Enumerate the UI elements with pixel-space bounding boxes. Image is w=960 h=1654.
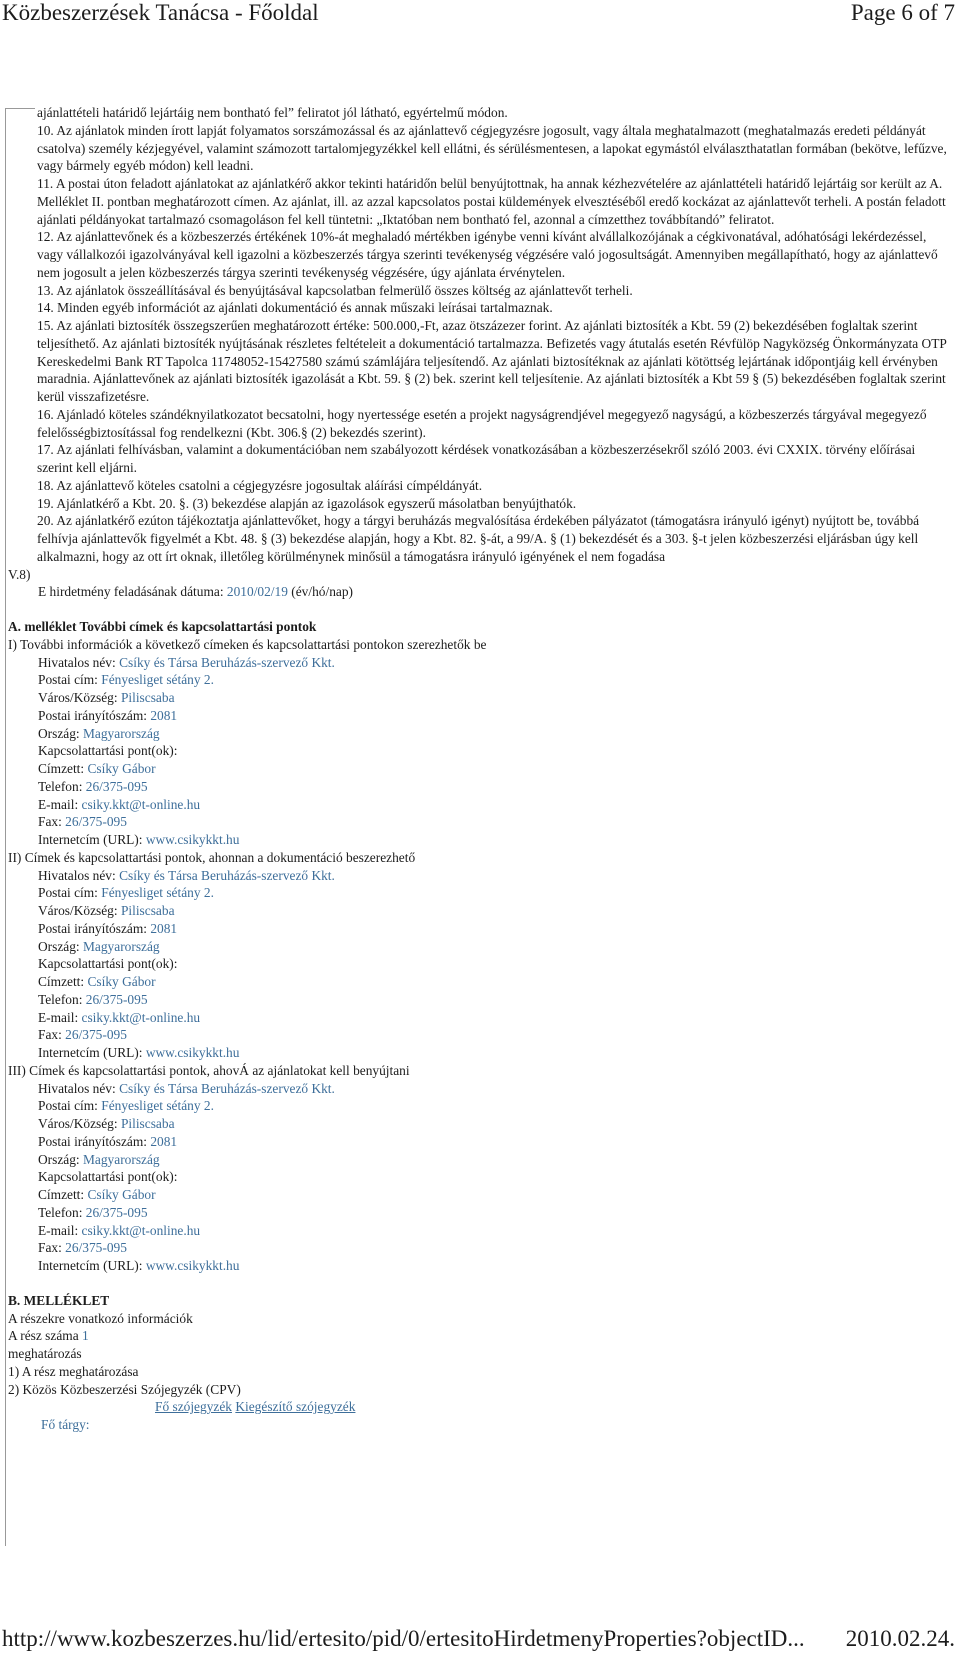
annex-a-section-2 — [8, 867, 948, 1062]
field-label: E-mail: — [38, 796, 79, 812]
field-label: Telefon: — [38, 778, 83, 794]
field-label: Postai cím: — [38, 672, 98, 688]
annex-a-section-2-heading: II) Címek és kapcsolattartási pontok, ahonnan a dokumentáció beszerezhető — [8, 849, 416, 865]
paragraph-13: 13. Az ajánlatok összeállításával és benyújtásával kapcsolatban felmerülő összes költség az ajánlattevőt terheli. — [37, 282, 633, 298]
numbered-paragraphs — [8, 104, 948, 566]
field-row — [38, 1044, 948, 1062]
field-label: Kapcsolattartási pont(ok): — [38, 1169, 178, 1185]
annex-a-section-3-heading: III) Címek és kapcsolattartási pontok, ahovÁ az ajánlatokat kell benyújtani — [8, 1062, 410, 1078]
email: csiky.kkt@t-online.hu — [81, 1222, 201, 1238]
print-footer — [0, 1626, 960, 1654]
field-row — [38, 742, 948, 760]
website: www.csikykkt.hu — [145, 1258, 240, 1273]
field-label: Postai irányítószám: — [38, 920, 147, 936]
paragraph-9-tail: ajánlattételi határidő lejártáig nem bontható fel” feliratot jól látható, egyértelmű módon. — [37, 105, 508, 120]
country: Magyarország — [83, 1151, 160, 1167]
field-row — [38, 1009, 948, 1027]
fax: 26/375-095 — [65, 1240, 127, 1256]
paragraph-19: 19. Ajánlatkérő a Kbt. 20. §. (3) bekezdése alapján az igazolások egyszerű másolatban benyújthatók. — [37, 495, 577, 511]
field-row — [38, 884, 948, 902]
website: www.csikykkt.hu — [145, 832, 240, 847]
postal-address: Fényesliget sétány 2. — [101, 1098, 214, 1114]
postal-address: Fényesliget sétány 2. — [101, 672, 214, 688]
field-label: Postai irányítószám: — [38, 1133, 147, 1149]
website: www.csikykkt.hu — [145, 1045, 240, 1060]
field-row — [38, 1151, 948, 1169]
main-vocabulary-link[interactable]: Fő szójegyzék — [155, 1399, 232, 1415]
footer-date: 2010.02.24. — [845, 1626, 955, 1651]
part-definition-item: 1) A rész meghatározása — [8, 1363, 139, 1379]
field-row — [38, 973, 948, 991]
recipient: Csíky Gábor — [87, 761, 156, 776]
main-subject-label: Fő tárgy: — [41, 1417, 90, 1432]
paragraph-15: 15. Az ajánlati biztosíték összegszerűen meghatározott értéke: 500.000,-Ft, azaz ötszázezer forint. Az ajánlati biztosíték a Kbt. 59 (2) bekezdésében foglaltak szerint teljesíthető. Az ajánlati biztosíték nyújtásának részletes feltételeit a dokumentáció tartalmazza. Befizetés vagy átutalás esetén Révfülöp Nagyközség Önkormányzata OTP Kereskedelmi Bank RT Tapolca 11748052-15427580 számú számlájára teljesítendő. Az ajánlati biztosítéknak az ajánlati kötöttség lejártának időpontjáig kell érvényben maradnia. Ajánlattevőnek az ajánlati biztosíték igazolását a Kbt. 59. § (2) bek. szerint kell teljesítenie. Az ajánlati biztosíték a Kbt 59 § (5) bekezdésében foglaltak szerint kerül visszafizetésre. — [37, 318, 947, 404]
field-label: Hivatalos név: — [38, 1080, 116, 1096]
field-label: Város/Község: — [38, 690, 118, 705]
field-row — [38, 1026, 948, 1044]
footer-url: http://www.kozbeszerzes.hu/lid/ertesito/pid/0/ertesitoHirdetmenyProperties?objectID... — [2, 1626, 805, 1651]
field-label: Telefon: — [38, 1204, 83, 1220]
part-number-line — [8, 1327, 948, 1345]
field-label: Város/Község: — [38, 903, 118, 918]
city: Piliscsaba — [120, 1116, 175, 1131]
field-row — [38, 1204, 948, 1222]
document-body — [8, 104, 948, 1434]
annex-a-section-1 — [8, 654, 948, 849]
field-label: Fax: — [38, 1027, 62, 1043]
annex-b-title: B. MELLÉKLET — [8, 1292, 110, 1308]
definition-label: meghatározás — [8, 1346, 82, 1361]
field-label: E-mail: — [38, 1222, 79, 1238]
cpv-item: 2) Közös Közbeszerzési Szójegyzék (CPV) — [8, 1381, 241, 1397]
field-label: Fax: — [38, 814, 62, 830]
field-label: Hivatalos név: — [38, 867, 116, 883]
postal-code: 2081 — [150, 1133, 178, 1149]
field-row — [38, 671, 948, 689]
field-label: Telefon: — [38, 991, 83, 1007]
field-row — [38, 902, 948, 920]
field-row — [38, 778, 948, 796]
field-label: Fax: — [38, 1240, 62, 1256]
country: Magyarország — [83, 725, 160, 741]
field-label: Hivatalos név: — [38, 654, 116, 670]
field-label: Postai cím: — [38, 1098, 98, 1114]
field-label: Internetcím (URL): — [38, 1045, 143, 1060]
field-row — [38, 1186, 948, 1204]
field-label: Címzett: — [38, 761, 85, 776]
field-row — [38, 831, 948, 849]
field-row — [38, 1133, 948, 1151]
field-row — [38, 725, 948, 743]
field-row — [38, 1168, 948, 1186]
paragraph-12: 12. Az ajánlattevőnek és a közbeszerzés értékének 10%-át meghaladó mértékben igénybe venni kívánt alvállalkozójának a cégkivonatával, adóhatósági lekérdezéssel, vagy vállalkozói igazolványával kell igazolni a közbeszerzés tárgya szerinti tevékenység végzésére való jogosultságát. Amennyiben megállapítható, hogy az ajánlattevő nem jogosult a jelen közbeszerzés tárgya szerinti tevékenység végzésére, úgy ajánlata érvénytelen. — [37, 229, 938, 280]
country: Magyarország — [83, 938, 160, 954]
supplementary-vocabulary-link[interactable]: Kiegészítő szójegyzék — [235, 1399, 356, 1415]
field-label: Kapcsolattartási pont(ok): — [38, 956, 178, 972]
official-name: Csíky és Társa Beruházás-szervező Kkt. — [119, 654, 335, 670]
notice-date-format: (év/hó/nap) — [291, 584, 354, 600]
annex-a-title: A. melléklet További címek és kapcsolattartási pontok — [8, 619, 317, 634]
paragraph-18: 18. Az ajánlattevő köteles csatolni a cégjegyzésre jogosultak aláírási címpéldányát. — [37, 477, 483, 493]
page-number: Page 6 of 7 — [850, 0, 955, 25]
page-title: Közbeszerzések Tanácsa - Főoldal — [2, 0, 319, 25]
field-label: Ország: — [38, 725, 80, 741]
left-border — [5, 108, 6, 1546]
field-row — [38, 991, 948, 1009]
field-label: Postai cím: — [38, 885, 98, 901]
annex-a-section-1-heading: I) További információk a következő címeken és kapcsolattartási pontokon szerezhetők be — [8, 636, 487, 652]
field-row — [38, 1115, 948, 1133]
field-row — [38, 813, 948, 831]
paragraph-11: 11. A postai úton feladott ajánlatokat az ajánlatkérő akkor tekinti határidőn belül benyújtottnak, ha annak kézhezvételére az ajánlattételi határidő lejártáig sor került az A. Melléklet II. pontban meghatározott címen. Az ajánlat, ill. az azzal kapcsolatos postai küldemények elvesztéséből eredő kockázat az ajánlattevőt terheli. A postán feladott ajánlati példányokat tartalmazó csomagoláson fel kell tüntetni: „Iktatóban nem bontható fel, azonnal a címzetthez továbbítandó” feliratot. — [37, 176, 946, 227]
field-row — [38, 1239, 948, 1257]
city: Piliscsaba — [120, 690, 175, 705]
field-row — [38, 796, 948, 814]
official-name: Csíky és Társa Beruházás-szervező Kkt. — [119, 867, 335, 883]
annex-a-section-3 — [8, 1080, 948, 1275]
print-header — [0, 0, 960, 30]
phone: 26/375-095 — [85, 991, 148, 1007]
field-label: Város/Község: — [38, 1116, 118, 1131]
field-row — [38, 707, 948, 725]
paragraph-17: 17. Az ajánlati felhívásban, valamint a dokumentációban nem szabályozott kérdések vonatkozásában a közbeszerzésekről szóló 2003. évi CXXIX. törvény előírásai szerint kell eljárni. — [37, 442, 916, 475]
official-name: Csíky és Társa Beruházás-szervező Kkt. — [119, 1080, 335, 1096]
paragraph-14: 14. Minden egyéb információt az ajánlati dokumentáció és annak műszaki leírásai tartalmaznak. — [37, 300, 553, 316]
field-label: Ország: — [38, 1151, 80, 1167]
paragraph-10: 10. Az ajánlatok minden írott lapját folyamatos sorszámozással és az ajánlattevő cégjegyzésre jogosult, vagy általa meghatalmazott (meghatalmazás eredeti példányát csatolva) személy kézjegyével, valamint számozott tartalomjegyzékkel kell ellátni, és sérülésmentesen, a lapokat egymástól elválaszthatatlan formában (bekötve, lefűzve, vagy bármely egyéb módon) kell leadni. — [37, 122, 947, 174]
notice-date-label: E hirdetmény feladásának dátuma: — [38, 584, 224, 600]
notice-date-line — [8, 583, 948, 601]
part-number-value: 1 — [82, 1328, 89, 1344]
field-label: Postai irányítószám: — [38, 707, 147, 723]
field-label: Címzett: — [38, 1187, 85, 1202]
field-label: Címzett: — [38, 974, 85, 989]
part-number-label: A rész száma — [8, 1328, 79, 1344]
field-row — [38, 955, 948, 973]
recipient: Csíky Gábor — [87, 974, 156, 989]
postal-code: 2081 — [150, 707, 178, 723]
field-row — [38, 1222, 948, 1240]
field-row — [38, 760, 948, 778]
field-row — [38, 1257, 948, 1275]
paragraph-16: 16. Ajánladó köteles szándéknyilatkozatot becsatolni, hogy nyertessége esetén a projekt nagyságrendjével megegyező nagyságú, a közbeszerzés tárgyával megegyező felelősségbiztosítással fog rendelkezni (Kbt. 306.§ (2) bekezdés szerint). — [37, 406, 927, 440]
postal-address: Fényesliget sétány 2. — [101, 885, 214, 901]
field-label: Kapcsolattartási pont(ok): — [38, 743, 178, 759]
postal-code: 2081 — [150, 920, 178, 936]
recipient: Csíky Gábor — [87, 1187, 156, 1202]
email: csiky.kkt@t-online.hu — [81, 1009, 201, 1025]
field-label: E-mail: — [38, 1009, 79, 1025]
field-label: Internetcím (URL): — [38, 832, 143, 847]
phone: 26/375-095 — [85, 1204, 148, 1220]
field-row — [38, 867, 948, 885]
section-v8-label: V.8) — [8, 566, 31, 582]
email: csiky.kkt@t-online.hu — [81, 796, 201, 812]
cpv-links — [8, 1398, 948, 1416]
notice-date-value: 2010/02/19 — [226, 584, 288, 600]
field-label: Ország: — [38, 938, 80, 954]
paragraph-20: 20. Az ajánlatkérő ezúton tájékoztatja ajánlattevőket, hogy a tárgyi beruházás megvalósítása érdekében pályázatot (támogatásra irányuló igényt) nyújtott be, továbbá felhívja ajánlattevők figyelmét a Kbt. 48. § (3) bekezdése alapján, hogy a Kbt. 82. §-át, a 99/A. § (1) bekezdését és a 303. §-t jelen közbeszerzési eljárásban úgy kell alkalmazni, hogy az ott írt oknak, illetőleg körülménynek minősül a támogatásra irányuló igényének el nem fogadása — [37, 513, 920, 564]
annex-b-subtitle: A részekre vonatkozó információk — [8, 1310, 193, 1326]
field-row — [38, 1080, 948, 1098]
field-label: Internetcím (URL): — [38, 1258, 143, 1273]
field-row — [38, 654, 948, 672]
fax: 26/375-095 — [65, 814, 127, 830]
phone: 26/375-095 — [85, 778, 148, 794]
fax: 26/375-095 — [65, 1027, 127, 1043]
city: Piliscsaba — [120, 903, 175, 918]
field-row — [38, 689, 948, 707]
field-row — [38, 920, 948, 938]
field-row — [38, 1097, 948, 1115]
field-row — [38, 938, 948, 956]
